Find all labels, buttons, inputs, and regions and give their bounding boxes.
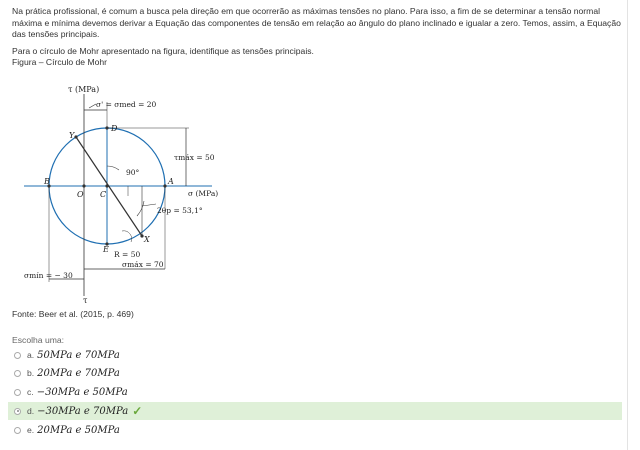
- point-c-label: C: [100, 190, 107, 199]
- point-e-label: E: [103, 245, 109, 254]
- radio-button[interactable]: [14, 352, 21, 359]
- sigma-avg-label: σ' = σmed = 20: [96, 100, 157, 109]
- point-a-label: A: [168, 177, 174, 186]
- mohr-circle-figure: [4, 74, 254, 309]
- option-letter: b.: [27, 368, 35, 378]
- figure-source: Fonte: Beer et al. (2015, p. 469): [12, 309, 134, 319]
- angle-90-label: 90°: [126, 168, 140, 177]
- question-paragraph-2: Para o círculo de Mohr apresentado na figura, identifique as tensões principais.: [12, 45, 314, 56]
- option-letter: e.: [27, 425, 35, 435]
- question-paragraph-1: Na prática profissional, é comum a busca pela direção em que ocorrerão as máximas tensões no plano. Para isso, a fim de se determinar a tensão normal máxima e mínima devemos derivar a Equação das componentes de tensão em relação ao ângulo do plano inclinado e igualar a zero. Temos, assim, a Equação das tensões principais.: [12, 6, 621, 40]
- option-text: −30MPa e 70MPa: [37, 405, 129, 417]
- sigma-max-label: σmáx = 70: [122, 260, 164, 269]
- point-y-label: Y: [69, 131, 75, 140]
- radio-button[interactable]: [14, 427, 21, 434]
- question-text: [12, 6, 624, 74]
- answer-option-b[interactable]: [8, 364, 622, 382]
- answer-option-d[interactable]: [8, 402, 622, 420]
- option-text: 50MPa e 70MPa: [37, 349, 120, 361]
- option-letter: c.: [27, 387, 34, 397]
- tau-axis-label: τ (MPa): [68, 85, 100, 94]
- point-b-label: B: [44, 177, 50, 186]
- mohr-circle-svg: [4, 74, 254, 309]
- radius-label: R = 50: [114, 250, 141, 259]
- figure-caption: Figura – Círculo de Mohr: [12, 57, 108, 68]
- sigma-min-label: σmín = − 30: [24, 271, 73, 280]
- answer-option-a[interactable]: [8, 346, 622, 364]
- sigma-axis-label: σ (MPa): [188, 189, 219, 198]
- option-letter: a.: [27, 350, 35, 360]
- point-x-label: X: [144, 235, 150, 244]
- point-d-label: D: [111, 124, 118, 133]
- option-letter: d.: [27, 406, 35, 416]
- option-text: 20MPa e 50MPa: [37, 424, 120, 436]
- point-o-label: O: [77, 190, 84, 199]
- radio-button[interactable]: [14, 370, 21, 377]
- tau-bottom-label: τ: [83, 296, 88, 305]
- correct-check-icon: ✓: [132, 404, 143, 418]
- option-text: −30MPa e 50MPa: [36, 386, 128, 398]
- question-panel: [4, 0, 628, 450]
- radio-button[interactable]: [14, 389, 21, 396]
- answer-option-e[interactable]: [8, 421, 622, 439]
- tau-max-label: τmáx = 50: [174, 153, 215, 162]
- choices-label: Escolha uma:: [12, 335, 65, 345]
- answer-option-c[interactable]: [8, 383, 622, 401]
- option-text: 20MPa e 70MPa: [37, 367, 120, 379]
- radio-button[interactable]: [14, 408, 21, 415]
- two-theta-label: 2θp = 53,1°: [157, 206, 203, 215]
